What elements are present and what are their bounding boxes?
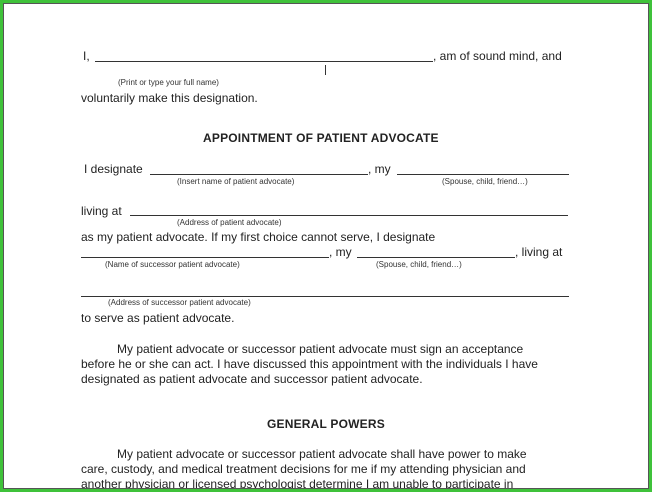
successor-relation-line[interactable] bbox=[357, 257, 515, 258]
second-living-label: , living at bbox=[515, 245, 563, 259]
general-powers-line1: My patient advocate or successor patient advocate shall have power to make bbox=[117, 447, 527, 461]
advocate-address-hint: (Address of patient advocate) bbox=[177, 218, 282, 227]
advocate-name-hint: (Insert name of patient advocate) bbox=[177, 177, 295, 186]
serve-text: to serve as patient advocate. bbox=[81, 311, 235, 325]
successor-address-line[interactable] bbox=[81, 296, 569, 297]
advocate-relation-line[interactable] bbox=[397, 174, 569, 175]
intro-line2: voluntarily make this designation. bbox=[81, 91, 258, 105]
my-label: , my bbox=[368, 162, 391, 176]
general-powers-heading: GENERAL POWERS bbox=[267, 417, 385, 431]
second-my-label: , my bbox=[329, 245, 352, 259]
intro-suffix: , am of sound mind, and bbox=[433, 49, 562, 63]
acceptance-para-line2: before he or she can act. I have discussed this appointment with the individuals I have bbox=[81, 357, 538, 371]
general-powers-line2: care, custody, and medical treatment decisions for me if my attending physician and bbox=[81, 462, 526, 476]
first-choice-text: as my patient advocate. If my first choice cannot serve, I designate bbox=[81, 230, 436, 244]
full-name-hint: (Print or type your full name) bbox=[118, 78, 219, 87]
advocate-relation-hint: (Spouse, child, friend…) bbox=[442, 177, 528, 186]
acceptance-para-line3: designated as patient advocate and successor patient advocate. bbox=[81, 372, 423, 386]
full-name-line[interactable] bbox=[95, 61, 433, 62]
advocate-name-line[interactable] bbox=[150, 174, 368, 175]
general-powers-line3: another physician or licensed psychologist determine I am unable to participate in bbox=[81, 477, 514, 491]
acceptance-para-line1: My patient advocate or successor patient advocate must sign an acceptance bbox=[117, 342, 524, 356]
successor-address-hint: (Address of successor patient advocate) bbox=[108, 298, 251, 307]
appointment-heading: APPOINTMENT OF PATIENT ADVOCATE bbox=[203, 131, 439, 145]
text-cursor-mark bbox=[325, 65, 326, 75]
designate-label: I designate bbox=[84, 162, 143, 176]
successor-name-hint: (Name of successor patient advocate) bbox=[105, 260, 240, 269]
successor-name-line[interactable] bbox=[81, 257, 329, 258]
intro-prefix: I, bbox=[83, 49, 90, 63]
advocate-address-line[interactable] bbox=[130, 215, 568, 216]
successor-relation-hint: (Spouse, child, friend…) bbox=[376, 260, 462, 269]
living-at-label: living at bbox=[81, 204, 122, 218]
